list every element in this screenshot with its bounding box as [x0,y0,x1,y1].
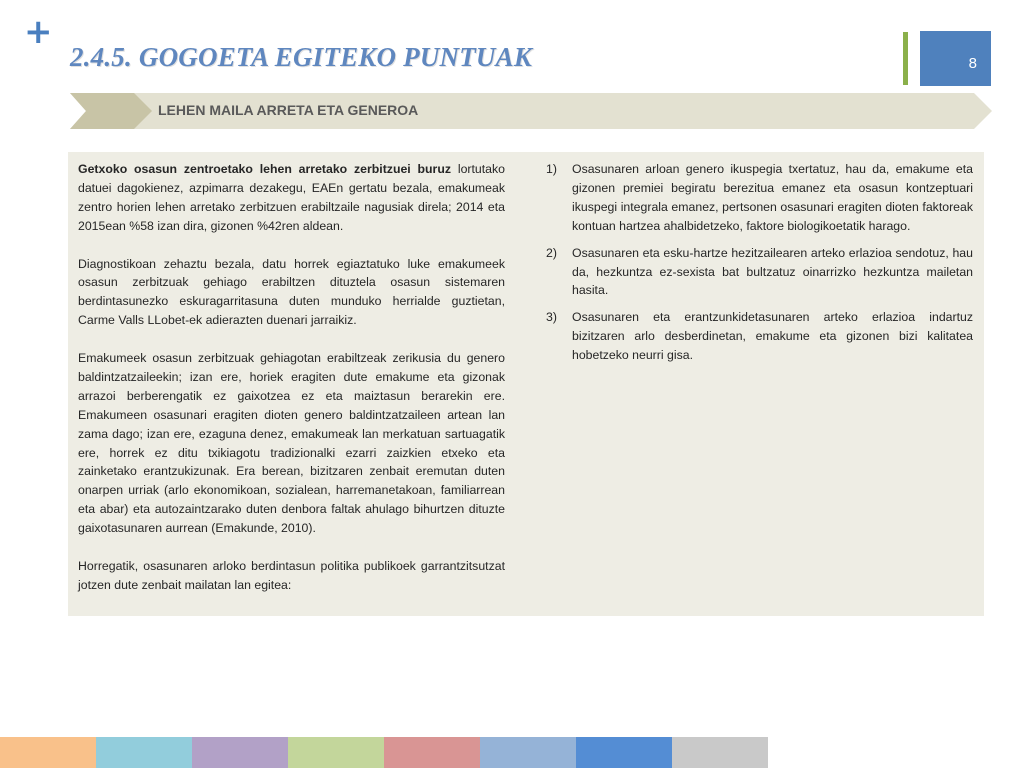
page-number-box [920,31,991,86]
list-item-number: 1) [546,162,557,176]
slide-title: 2.4.5. GOGOETA EGITEKO PUNTUAK [70,42,533,72]
title-divider [903,32,908,85]
paragraph-3: Emakumeek osasun zerbitzuak gehiagotan erabiltzeak zerikusia du genero baldintzatzaileekin; izan ere, horiek eragiten dute emakume eta gizonak arrazoi berberengatik ez gaixotzea ez eta maiztasun berarekin ere. Emakumeen osasunari eragiten dioten genero baldintzatzaileen artean lan zama dago; izan ere, ezaguna denez, emakumeak lan merkatuan sartuagatik ere, horrek ez ditu txikiagotu tradizionalki ezarri zaizkien etxeko eta zainketako erantzukizunak. Era berean, bizitzaren zenbait eremutan duten onarpen urriak (arlo ekonomikoan, sozialean, harremanetakoan, familiarrean eta abar) eta autozaintzarako duten denbora faltak ahulago bihurtzen dituzte gaixotasunaren aurrean (Emakunde, 2010). [78,351,505,536]
list-item [543,308,973,365]
left-column [78,160,505,614]
list-item [543,160,973,236]
page-number: 8 [968,55,977,72]
banner-title: LEHEN MAILA ARRETA ETA GENEROA [158,102,419,118]
paragraph-1 [78,160,505,236]
list-item-text: Osasunaren eta erantzunkidetasunaren arteko erlazioa indartuz bizitzaren arlo desberdinetan, emakume eta gizonen bizi kalitatea hobetzeko neurri gisa. [572,310,973,363]
paragraph-2: Diagnostikoan zehaztu bezala, datu horrek egiaztatuko luke emakumeek osasun zerbitzuak gehiago erabiltzen dituztela osasun sistemaren berdintasunezko eskuragarritasuna duten munduko herrialde guztietan, Carme Valls LLobet-ek adierazten duenari jarraikiz. [78,256,505,328]
footer-color-block [0,737,96,768]
right-column [543,160,973,373]
list-item-number: 3) [546,310,557,325]
list-item [543,244,973,301]
plus-icon: + [24,12,53,52]
footer-color-block [192,737,288,768]
section-banner [70,93,992,129]
list-item-text: Osasunaren eta esku-hartze hezitzailearen arteko erlazioa sendotuz, hau da, hezkuntza ez-sexista bat bultzatuz oinarrizko hezkuntza mailetan hasita. [572,245,973,298]
footer-color-block [96,737,192,768]
footer-color-block [384,737,480,768]
footer-color-block [672,737,768,768]
footer-color-block [576,737,672,768]
paragraph-1-bold: Getxoko osasun zentroetako lehen arretako zerbitzuei buruz [78,162,452,176]
footer-color-block [480,737,576,768]
footer-color-block [288,737,384,768]
footer-color-strip [0,737,768,768]
list-item-number: 2) [546,245,557,260]
list-item-text: Osasunaren arloan genero ikuspegia txertatuz, hau da, emakume eta gizonen premiei begiratu berezitua emanez eta osasun kontzeptuari ikuspegi integrala emanez, pertsonen osasunari eragiten dioten faktoreak kontuan hartzea ahalbidetzeko, faktore biologikoetatik harago. [572,162,973,233]
paragraph-4: Horregatik, osasunaren arloko berdintasun politika publikoek garrantzitsutzat jotzen dute zenbait mailatan lan egitea: [78,558,505,592]
paragraph-1-text: lortutako datuei dagokienez, azpimarra dezakegu, EAEn gertatu bezala, emakumeak zentro horien lehen arretako zerbitzuen erabiltzaile nagusiak direla; 2014 eta 2015ean %58 izan dira, gizonen %42ren aldean. [78,162,505,233]
content-panel [68,152,984,616]
